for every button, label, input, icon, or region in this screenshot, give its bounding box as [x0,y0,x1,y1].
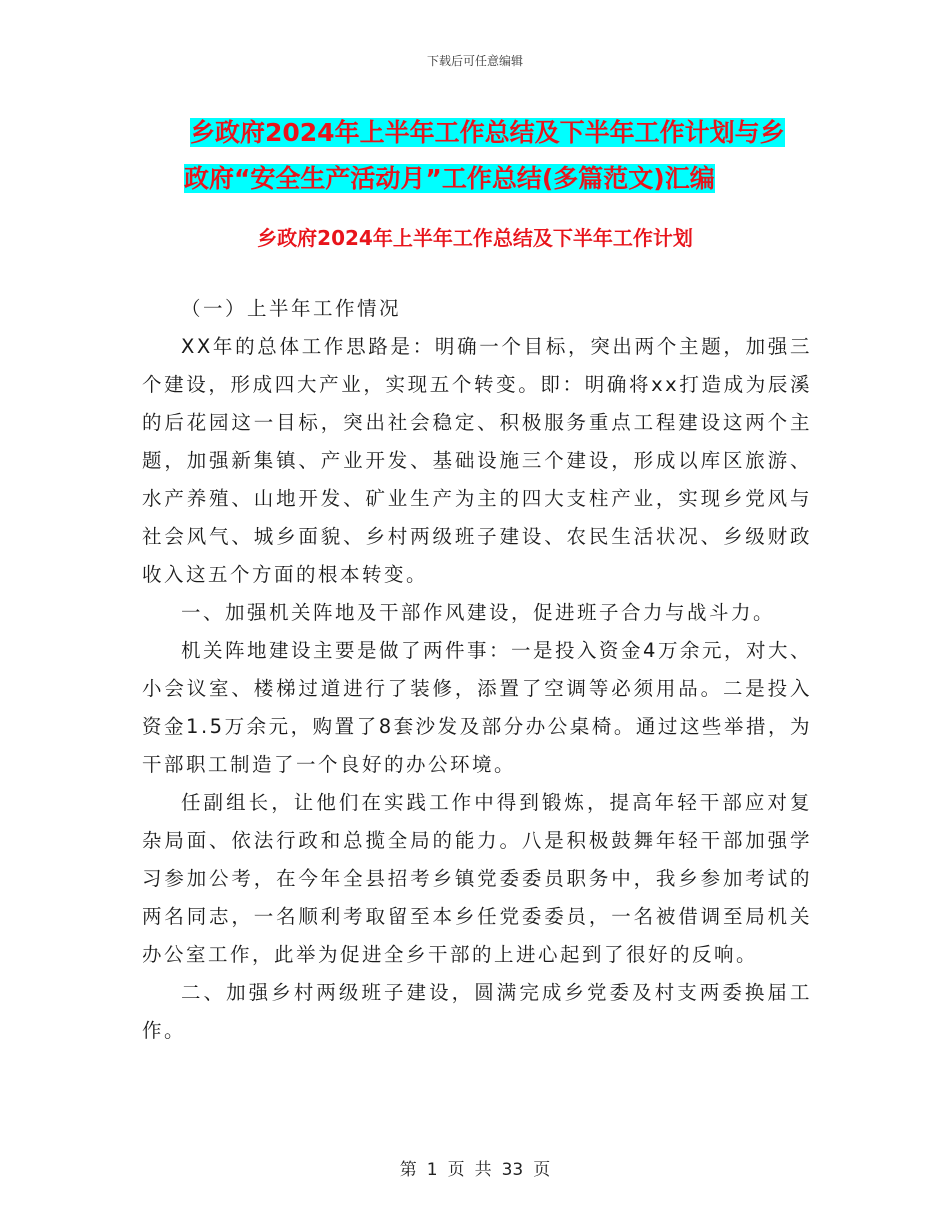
title-highlight-1: 乡政府2024年上半年工作总结及下半年工作计划与乡 [190,118,785,147]
paragraph-heading: 二、加强乡村两级班子建设，圆满完成乡党委及村支两委换届工作。 [142,981,812,1042]
document-title-line-2 [184,156,824,202]
paragraph-heading: 一、加强机关阵地及干部作风建设，促进班子合力与战斗力。 [181,601,776,624]
footer-label-total: 共 [474,1160,492,1180]
section-title: 乡政府2024年上半年工作总结及下半年工作计划 [257,226,693,250]
footer-current-page: 1 [426,1160,438,1180]
paragraph: 任副组长，让他们在实践工作中得到锻炼，提高年轻干部应对复杂局面、依法行政和总揽全局的能力。八是积极鼓舞年轻干部加强学习参加公考，在今年全县招考乡镇党委委员职务中，我乡参加考试的两名同志，一名顺利考取留至本乡任党委委员，一名被借调至局机关办公室工作，此举为促进全乡干部的上进心起到了很好的反响。 [142,791,812,966]
body-text [142,290,812,1050]
paragraph: XX年的总体工作思路是：明确一个目标，突出两个主题，加强三个建设，形成四大产业，实现五个转变。即：明确将xx打造成为辰溪的后花园这一目标，突出社会稳定、积极服务重点工程建设这两个主题，加强新集镇、产业开发、基础设施三个建设，形成以库区旅游、水产养殖、山地开发、矿业生产为主的四大支柱产业，实现乡党风与社会风气、城乡面貌、乡村两级班子建设、农民生活状况、乡级财政收入这五个方面的根本转变。 [142,335,812,586]
footer-total-pages: 33 [501,1160,524,1180]
paragraph: 机关阵地建设主要是做了两件事：一是投入资金4万余元，对大、小会议室、楼梯过道进行了装修，添置了空调等必须用品。二是投入资金1.5万余元，购置了8套沙发及部分办公桌椅。通过这些举措，为干部职工制造了一个良好的办公环境。 [142,639,812,776]
footer-label-of: 页 [447,1160,465,1180]
page-footer [0,1155,950,1180]
title-highlight-2: 政府“安全生产活动月”工作总结(多篇范文)汇编 [184,164,715,193]
page-header-note: 下载后可任意编辑 [426,54,523,68]
document-title [184,110,824,202]
document-title-line-1 [184,110,824,156]
footer-label-page: 第 [399,1160,417,1180]
footer-label-end: 页 [533,1160,551,1180]
paragraph-subheading: （一）上半年工作情况 [181,297,402,320]
